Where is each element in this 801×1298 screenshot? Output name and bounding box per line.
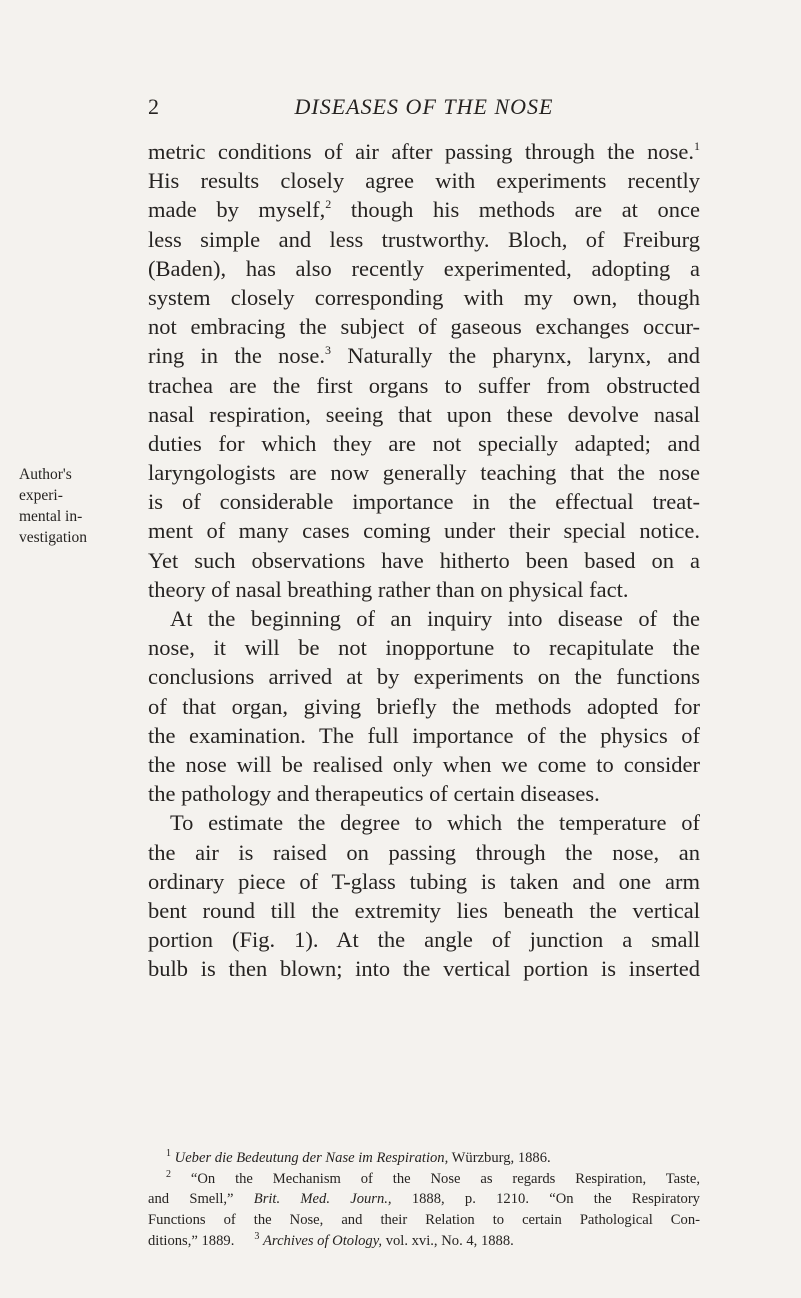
text-line: metric conditions of air after passing through the nose.$^1$	[148, 139, 700, 164]
footnote-2-end-and-3: ditions,” 1889. $^3$ Archives of Otology, vol. xvi., No. 4, 1888.	[148, 1230, 514, 1249]
text-line: Yet such observations have hitherto been based on a	[148, 547, 700, 573]
running-title: DISEASES OF THE NOSE	[294, 94, 554, 119]
text-line: (Baden), has also recently experimented, adopting a	[148, 255, 700, 281]
text-line: ment of many cases coming under their special notice.	[148, 518, 700, 544]
margin-note-line: vestigation	[19, 529, 88, 546]
footnote-3-rest: vol. xvi., No. 4, 1888.	[382, 1232, 514, 1249]
margin-note-line: Author's	[19, 466, 72, 483]
footnotes	[148, 1148, 700, 1251]
page-number: 2	[148, 94, 159, 119]
text-line: portion (Fig. 1). At the angle of junction a small	[148, 927, 700, 953]
footnote-ref: 2	[325, 197, 332, 212]
text-line: not embracing the subject of gaseous exchanges occur-	[148, 314, 700, 340]
footnote-ref: 3	[325, 343, 332, 358]
text-line: theory of nasal breathing rather than on physical fact.	[148, 576, 629, 602]
text-line: less simple and less trustworthy. Bloch, of Freiburg	[148, 226, 700, 252]
text-line: conclusions arrived at by experiments on the functions	[148, 664, 700, 690]
text-line: bulb is then blown; into the vertical portion is inserted	[148, 956, 700, 982]
text-line: nasal respiration, seeing that upon these devolve nasal	[148, 401, 700, 427]
body-text	[148, 137, 700, 983]
text-line: the air is raised on passing through the nose, an	[148, 839, 700, 865]
text-line: the pathology and therapeutics of certain diseases.	[148, 781, 600, 807]
text-line: To estimate the degree to which the temperature of	[170, 810, 700, 836]
footnote-ref: 1	[694, 139, 700, 153]
footnote-3-ref: 3	[254, 1230, 260, 1242]
margin-note-line: mental in-	[19, 508, 83, 525]
text-line: ring in the nose.$^3$ Naturally the pharynx, larynx, and	[148, 343, 701, 369]
text-line: system closely corresponding with my own, though	[148, 284, 700, 310]
margin-note-line: experi-	[19, 487, 63, 504]
text-line: the nose will be realised only when we come to consider	[148, 751, 700, 777]
text-line: nose, it will be not inopportune to recapitulate the	[148, 635, 700, 661]
text-line: trachea are the first organs to suffer from obstructed	[148, 372, 700, 398]
text-line: bent round till the extremity lies beneath the vertical	[148, 897, 700, 923]
margin-note	[19, 464, 129, 548]
footnote-1: $^1$ Ueber die Bedeutung der Nase im Respiration, Würzburg, 1886.	[166, 1148, 551, 1166]
text-line: the examination. The full importance of the physics of	[148, 722, 700, 748]
text-line: laryngologists are now generally teaching that the nose	[148, 460, 700, 486]
text-line: of that organ, giving briefly the methods adopted for	[148, 693, 700, 719]
footnote-2-cont: and Smell,” Brit. Med. Journ., 1888, p. 1210. “On the Respiratory	[148, 1191, 700, 1208]
text-line: ordinary piece of T-glass tubing is taken and one arm	[148, 868, 700, 894]
footnote-2: $^2$ “On the Mechanism of the Nose as regards Respiration, Taste,	[166, 1168, 700, 1187]
text-line: made by myself,$^2$ though his methods are at once	[148, 197, 701, 223]
text-line: is of considerable importance in the effectual treat-	[148, 489, 700, 515]
text-line: At the beginning of an inquiry into disease of the	[170, 606, 700, 631]
text-line: His results closely agree with experiments recently	[148, 168, 700, 194]
footnote-2-cont: Functions of the Nose, and their Relation to certain Pathological Con-	[148, 1212, 700, 1229]
footnote-3-title: Archives of Otology,	[263, 1232, 383, 1249]
text-line: duties for which they are not specially adapted; and	[148, 430, 700, 456]
